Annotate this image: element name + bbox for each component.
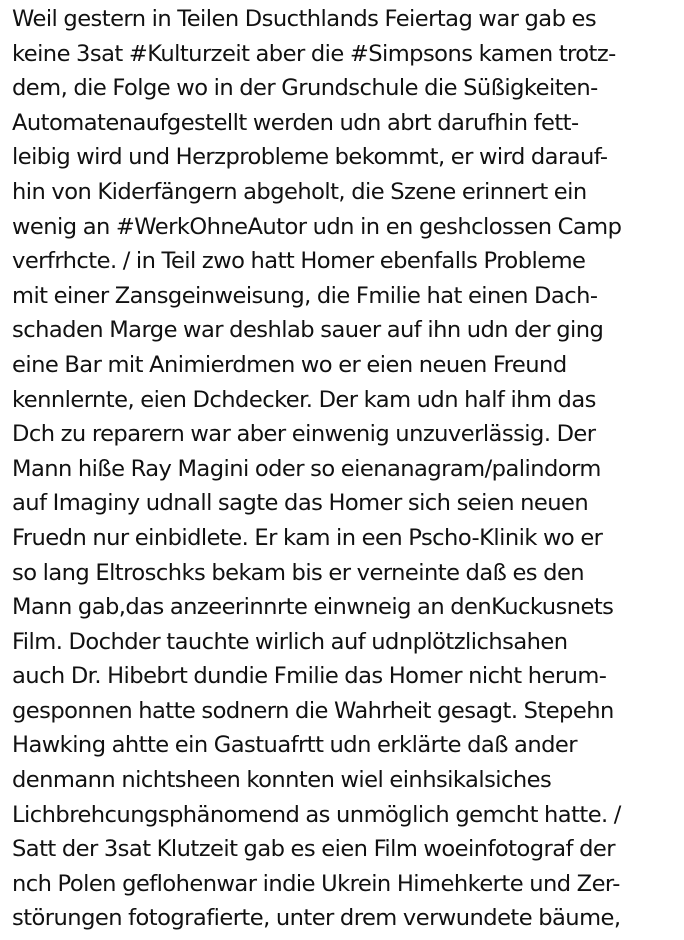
text-line: mit einer Zansgeinweisung, die Fmilie hat einen Dach-: [12, 282, 598, 309]
text-line: gesponnen hatte sodnern die Wahrheit gesagt. Stepehn: [12, 697, 614, 724]
text-line: Weil gestern in Teilen Dsucthlands Feiertag war gab es: [12, 6, 597, 32]
text-line: eine Bar mit Animierdmen wo er eien neuen Freund: [12, 351, 567, 378]
text-line: hin von Kiderfängern abgeholt, die Szene erinnert ein: [12, 178, 587, 205]
text-line: Film. Dochder tauchte wirlich auf udnplötzlichsahen: [12, 628, 568, 655]
text-line: leibig wird und Herzprobleme bekommt, er wird darauf-: [12, 144, 608, 171]
text-line: störungen fotografierte, unter drem verwundete bäume,: [12, 905, 621, 932]
text-line: Automatenaufgestellt werden udn abrt darufhin fett-: [12, 109, 579, 136]
text-line: keine 3sat #Kulturzeit aber die #Simpsons kamen trotz-: [12, 40, 616, 67]
text-line: Dch zu reparern war aber einwenig unzuverlässig. Der: [12, 421, 596, 448]
text-line: dem, die Folge wo in der Grundschule die Süßigkeiten-: [12, 75, 598, 102]
text-line: nch Polen geflohenwar indie Ukrein Himehkerte und Zer-: [12, 870, 620, 897]
text-line: wenig an #WerkOhneAutor udn in en geshclossen Camp: [12, 213, 622, 240]
text-line: auf Imaginy udnall sagte das Homer sich seien neuen: [12, 490, 589, 517]
text-line: denmann nichtsheen konnten wiel einhsikalsiches: [12, 767, 552, 794]
text-line: Hawking ahtte ein Gastuafrtt udn erklärte daß ander: [12, 732, 577, 759]
text-line: auch Dr. Hibebrt dundie Fmilie das Homer nicht herum-: [12, 663, 607, 690]
text-line: Satt der 3sat Klutzeit gab es eien Film woeinfotograf der: [12, 836, 615, 863]
text-line: verfrhcte. / in Teil zwo hatt Homer ebenfalls Probleme: [12, 248, 586, 275]
text-line: Mann hiße Ray Magini oder so eienanagram/palindorm: [12, 455, 601, 482]
text-line: schaden Marge war deshlab sauer auf ihn udn der ging: [12, 317, 604, 344]
text-line: Fruedn nur einbidlete. Er kam in een Pscho-Klinik wo er: [12, 524, 603, 551]
text-line: Mann gab,das anzeerinnrte einwneig an denKuckusnets: [12, 594, 614, 621]
body-text: [12, 2, 680, 936]
text-line: kennlernte, eien Dchdecker. Der kam udn half ihm das: [12, 386, 596, 413]
text-line: so lang Eltroschks bekam bis er verneinte daß es den: [12, 559, 585, 586]
text-line: Lichbrehcungsphänomend as unmöglich gemcht hatte. /: [12, 801, 621, 828]
